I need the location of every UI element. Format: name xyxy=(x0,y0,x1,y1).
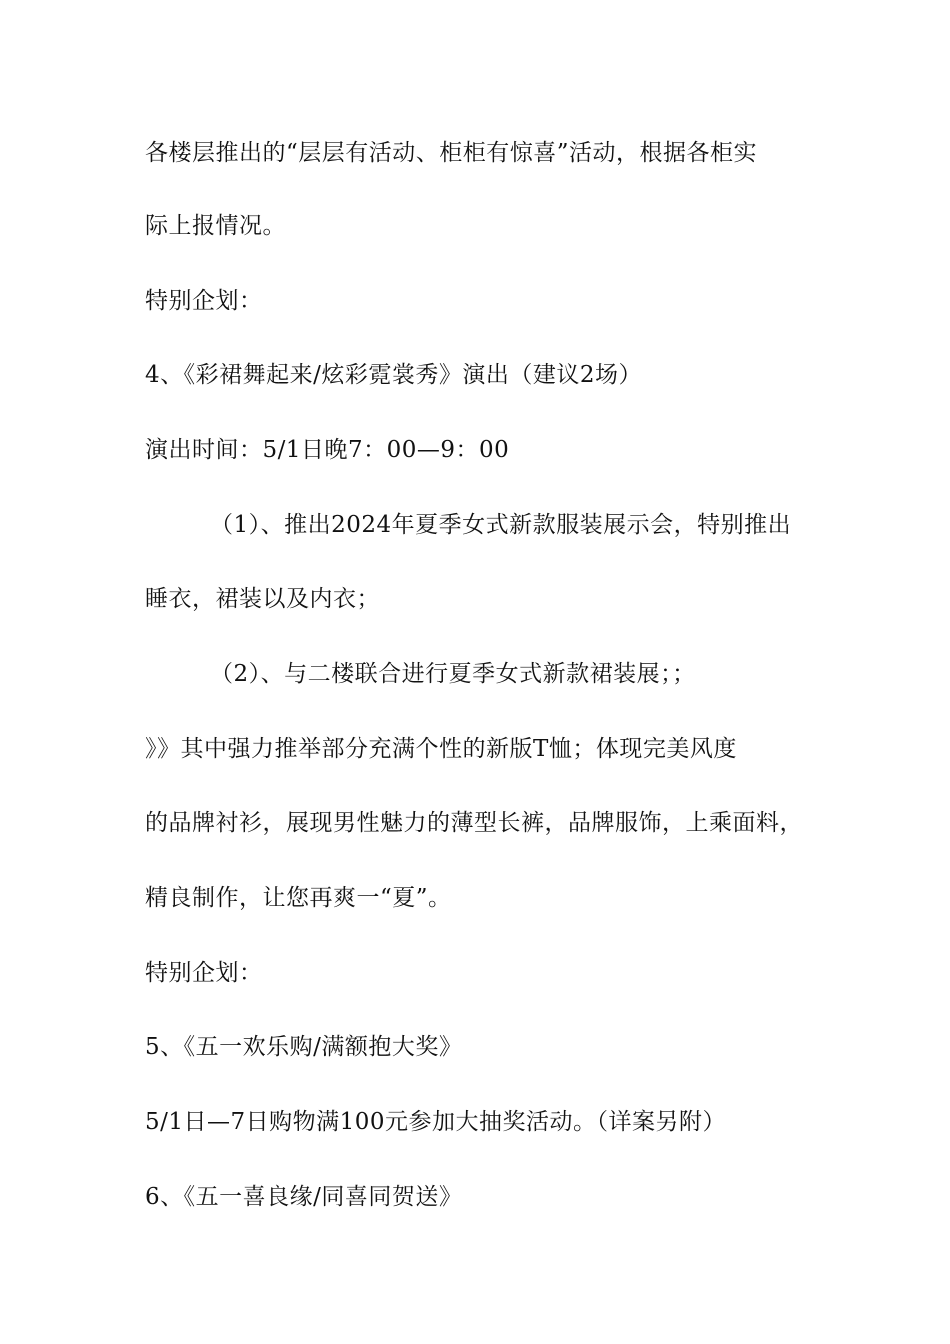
paragraph-line-1: 各楼层推出的“层层有活动、柜柜有惊喜”活动，根据各柜实 xyxy=(145,140,758,166)
promo-line-3: 精良制作，让您再爽一“夏”。 xyxy=(145,885,452,911)
promo-line-2: 的品牌衬衫，展现男性魅力的薄型长裤，品牌服饰，上乘面料， xyxy=(145,810,803,836)
item-5-description: 5/1日—7日购物满100元参加大抽奖活动。（详案另附） xyxy=(145,1109,727,1135)
item-5-title: 5、《五一欢乐购/满额抱大奖》 xyxy=(145,1034,463,1060)
performance-time: 演出时间：5/1日晚7：00—9：00 xyxy=(145,437,510,463)
section-heading-special-plan: 特别企划： xyxy=(145,288,263,314)
sub-item-1-line-1: （1）、推出2024年夏季女式新款服装展示会，特别推出 xyxy=(210,512,792,538)
section-heading-special-plan-2: 特别企划： xyxy=(145,960,263,986)
item-4-title: 4、《彩裙舞起来/炫彩霓裳秀》演出（建议2场） xyxy=(145,362,643,388)
item-6-title: 6、《五一喜良缘/同喜同贺送》 xyxy=(145,1184,463,1210)
promo-line-1: 》》其中强力推举部分充满个性的新版T恤；体现完美风度 xyxy=(145,736,737,762)
sub-item-1-line-2: 睡衣，裙装以及内衣； xyxy=(145,586,380,612)
sub-item-2: （2）、与二楼联合进行夏季女式新款裙装展；； xyxy=(210,661,696,687)
paragraph-line-2: 际上报情况。 xyxy=(145,213,286,239)
